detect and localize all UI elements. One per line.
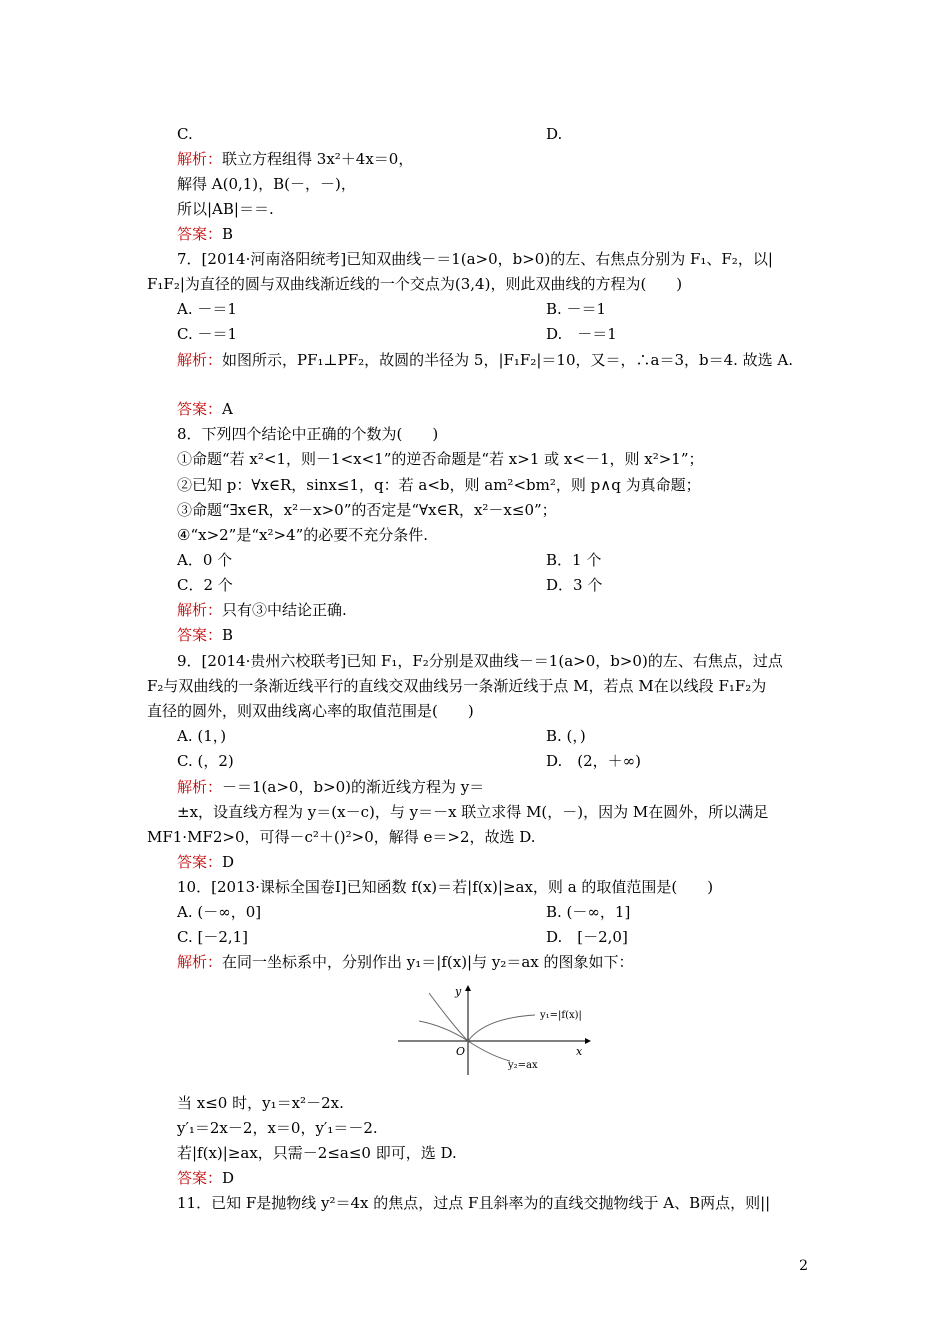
analysis-line [177, 600, 347, 620]
origin-label: O [456, 1045, 466, 1058]
answer-value: D [222, 853, 235, 871]
analysis-label: 解析： [177, 601, 223, 619]
analysis-line [177, 777, 484, 797]
y1-label: y₁=|f(x)| [540, 1010, 582, 1021]
analysis-label: 解析： [177, 778, 223, 796]
statement: ①命题“若 x²<1，则－1<x<1”的逆否命题是“若 x>1 或 x<－1，则 x²>1”； [177, 450, 704, 468]
answer-label: 答案： [177, 400, 223, 418]
option-d: D. －＝1 [546, 325, 617, 343]
x-axis-arrow [585, 1038, 591, 1044]
y-axis-arrow [465, 985, 471, 991]
analysis-line: 所以|AB|＝＝. [177, 200, 274, 218]
y2-label: y₂=ax [508, 1060, 538, 1071]
option-c: C. (，2) [177, 752, 234, 770]
option-b: B. (，) [546, 727, 586, 745]
option-d: D. [－2,0] [546, 928, 628, 946]
page-number: 2 [799, 1258, 808, 1274]
option-c: C. [177, 125, 193, 143]
option-c: C．2 个 [177, 576, 233, 594]
analysis-line [177, 952, 634, 972]
answer-value: D [222, 1169, 235, 1187]
y1-left-branch [429, 993, 468, 1041]
question-stem: 直径的圆外，则双曲线离心率的取值范围是( ) [147, 702, 474, 720]
option-b: B. －＝1 [546, 300, 607, 318]
answer-line [177, 224, 233, 244]
analysis-text: 只有③中结论正确. [222, 601, 347, 619]
option-d: D. [546, 125, 563, 143]
y1-right-branch [468, 1015, 535, 1041]
analysis-text: 联立方程组得 3x²＋4x＝0， [222, 150, 414, 168]
answer-value: B [222, 225, 234, 243]
answer-value: B [222, 626, 234, 644]
analysis-line [177, 350, 793, 370]
option-a: A．0 个 [177, 551, 233, 569]
option-b: B. (－∞，1] [546, 903, 631, 921]
x-axis-label: x [576, 1045, 583, 1058]
option-d: D. (2，＋∞) [546, 752, 642, 770]
analysis-line: 当 x≤0 时，y₁＝x²－2x. [177, 1094, 344, 1112]
analysis-label: 解析： [177, 150, 223, 168]
analysis-line: 解得 A(0,1)，B(－，－)， [177, 175, 356, 193]
answer-label: 答案： [177, 626, 223, 644]
statement: ②已知 p：∀x∈R，sinx≤1，q：若 a<b，则 am²<bm²，则 p∧q 为真命题； [177, 476, 701, 494]
option-a: A. (1，) [177, 727, 227, 745]
option-a: A. －＝1 [177, 300, 237, 318]
answer-line [177, 852, 234, 872]
analysis-text: 如图所示，PF₁⊥PF₂，故圆的半径为 5，|F₁F₂|＝10，又＝，∴a＝3，b＝4. 故选 A. [222, 351, 794, 369]
function-graph [395, 983, 595, 1078]
question-stem: F₂与双曲线的一条渐近线平行的直线交双曲线另一条渐近线于点 M，若点 M在以线段 F₁F₂为 [147, 677, 767, 695]
y-axis-label: y [455, 985, 462, 998]
statement: ④“x>2”是“x²>4”的必要不充分条件. [177, 526, 429, 544]
analysis-line [177, 149, 413, 169]
question-stem: 7．[2014·河南洛阳统考]已知双曲线－＝1(a>0，b>0)的左、右焦点分别为 F₁、F₂，以| [177, 250, 773, 268]
answer-label: 答案： [177, 853, 223, 871]
option-b: B．1 个 [546, 551, 602, 569]
question-stem: 9．[2014·贵州六校联考]已知 F₁，F₂分别是双曲线－＝1(a>0，b>0)的左、右焦点，过点 [177, 652, 783, 670]
analysis-line: y′₁＝2x－2，x＝0，y′₁＝－2. [177, 1119, 378, 1137]
analysis-line: ±x，设直线方程为 y＝(x－c)，与 y＝－x 联立求得 M(，－)，因为 M在圆外，所以满足 [177, 803, 769, 821]
question-stem: 11．已知 F是抛物线 y²＝4x 的焦点，过点 F且斜率为的直线交抛物线于 A、B两点，则|| [177, 1194, 771, 1212]
question-stem: 10．[2013·课标全国卷Ⅰ]已知函数 f(x)＝若|f(x)|≥ax，则 a 的取值范围是( ) [177, 878, 714, 896]
option-a: A. (－∞，0] [177, 903, 262, 921]
option-c: C. [－2,1] [177, 928, 249, 946]
analysis-line: MF1·MF2>0，可得－c²＋()²>0，解得 e＝>2，故选 D. [147, 828, 536, 846]
analysis-text: 在同一坐标系中，分别作出 y₁＝|f(x)|与 y₂＝ax 的图象如下： [222, 953, 634, 971]
answer-line [177, 625, 233, 645]
answer-value: A [222, 400, 233, 418]
analysis-label: 解析： [177, 351, 223, 369]
answer-line [177, 1168, 234, 1188]
analysis-text: －＝1(a>0，b>0)的渐近线方程为 y＝ [222, 778, 485, 796]
answer-label: 答案： [177, 225, 223, 243]
answer-label: 答案： [177, 1169, 223, 1187]
analysis-label: 解析： [177, 953, 223, 971]
answer-line [177, 399, 233, 419]
question-stem: 8．下列四个结论中正确的个数为( ) [177, 425, 439, 443]
statement: ③命题“∃x∈R，x²－x>0”的否定是“∀x∈R，x²－x≤0”； [177, 501, 557, 519]
analysis-line: 若|f(x)|≥ax，只需－2≤a≤0 即可，选 D. [177, 1144, 457, 1162]
question-stem: F₁F₂|为直径的圆与双曲线渐近线的一个交点为(3,4)，则此双曲线的方程为( ) [147, 275, 683, 293]
option-c: C. －＝1 [177, 325, 238, 343]
option-d: D．3 个 [546, 576, 603, 594]
